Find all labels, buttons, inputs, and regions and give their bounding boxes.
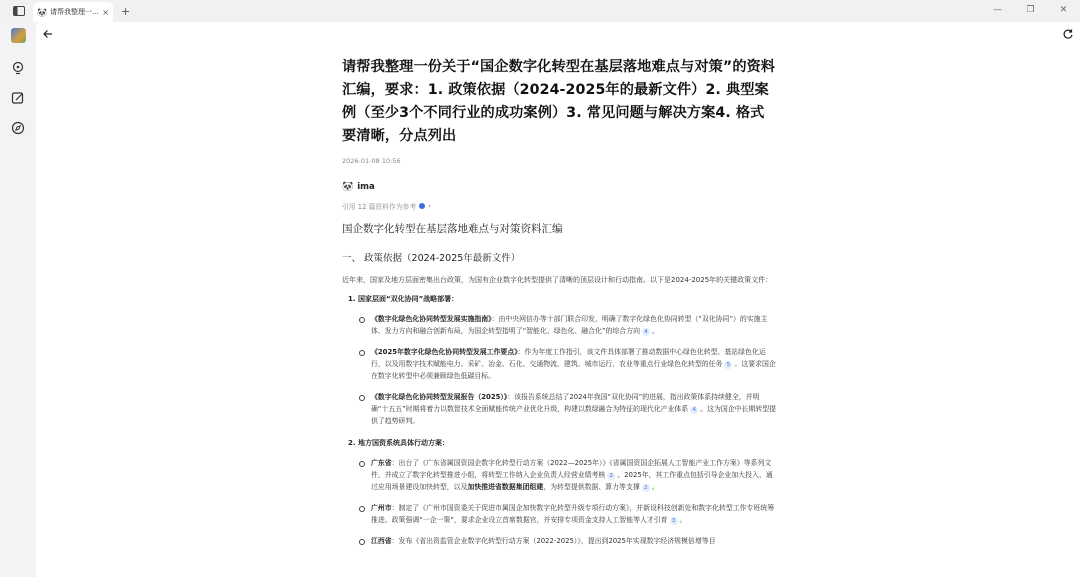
bot-name: ima: [357, 182, 375, 192]
browser-tab[interactable]: [33, 2, 113, 22]
list-item: 广东省：出台了《广东省属国资国企数字化转型行动方案（2022—2025年）》《省属国资国企拓展人工智能产业工作方案》等系列文件，并成立了数字化转型推进小组，将转型工作纳入企业负责人经营业绩考核 2 。2025年，其工作重点包括引导企业加大投入、通过应用场景建设加快转型，以及加快推进省数据集团组建，为转型提供数据、算力等支撑 2 。: [342, 457, 776, 493]
conversation: [342, 56, 776, 547]
citation-badge[interactable]: 4: [642, 328, 650, 336]
chevron-right-icon: ›: [428, 202, 431, 210]
compass-icon[interactable]: [11, 121, 25, 135]
citation-badge[interactable]: 2: [607, 472, 615, 480]
lightbulb-icon[interactable]: [11, 61, 25, 75]
main-panel: [36, 22, 1080, 577]
close-window-button[interactable]: ✕: [1059, 5, 1068, 15]
list-item: 《数字化绿色化协同转型发展报告（2025）》：该报告系统总结了2024年我国“双化协同”的进展，指出政策体系持续健全，并明确“十五五”时期将着力以数智技术全面赋能传统产业优化升级，构建以数绿融合为特征的现代化产业体系 4 。这为国企中长期转型提供了趋势研判。: [342, 391, 776, 427]
bot-header: [342, 182, 776, 192]
new-tab-button[interactable]: +: [121, 4, 131, 18]
source-icon: [419, 203, 425, 209]
list-heading: 2. 地方国资系统具体行动方案：: [348, 439, 449, 447]
timestamp: 2026-01-08 10:56: [342, 157, 401, 165]
left-rail: [0, 22, 36, 577]
sidebar-toggle-icon[interactable]: [11, 4, 27, 18]
window-controls: [981, 0, 1080, 22]
list-item: 《2025年数字化绿色化协同转型发展工作要点》：作为年度工作指引，该文件具体部署了推动数据中心绿色化转型、基站绿色化运行，以及用数字技术赋能电力、采矿、冶金、石化、交通物流、建筑、城市运行、农业等重点行业绿色化转型的任务 5 。这要求国企在数字化转型中必须兼顾绿色低碳目标。: [342, 346, 776, 382]
list-item: 《数字化绿色化协同转型发展实施指南》：由中央网信办等十部门联合印发，明确了数字化绿色化协同转型（“双化协同”）的实施主体、发力方向和融合创新布局，为国企转型指明了“智能化、绿色化、融合化”的综合方向 4 。: [342, 313, 776, 337]
section-heading: 一、 政策依据（2024-2025年最新文件）: [342, 253, 521, 264]
references-label: 引用 12 篇资料作为参考: [342, 203, 417, 211]
minimize-button[interactable]: —: [993, 5, 1002, 15]
doc-title: 国企数字化转型在基层落地难点与对策资料汇编: [342, 223, 563, 235]
intro-paragraph: 近年来，国家及地方层面密集出台政策，为国有企业数字化转型提供了清晰的顶层设计和行动指南。以下是2024-2025年的关键政策文件：: [342, 276, 773, 284]
tab-close-icon[interactable]: ×: [102, 7, 109, 17]
back-arrow-icon[interactable]: [42, 28, 54, 40]
references-link[interactable]: [342, 201, 776, 211]
citation-badge[interactable]: 4: [690, 406, 698, 414]
tab-title: 请帮我整理一...: [49, 8, 99, 16]
restore-button[interactable]: ❐: [1026, 5, 1035, 15]
citation-badge[interactable]: 3: [670, 517, 678, 525]
citation-badge[interactable]: 2: [642, 484, 650, 492]
list-heading: 1. 国家层面“双化协同”战略部署：: [348, 295, 459, 303]
citation-badge[interactable]: 5: [724, 361, 732, 369]
avatar[interactable]: [11, 28, 26, 43]
refresh-icon[interactable]: [1062, 28, 1074, 40]
list-item: 广州市：制定了《广州市国资委关于促进市属国企加快数字化转型升级专项行动方案》，并新设科技创新处和数字化转型工作专班统筹推进。政策强调“一企一策”，要求企业设立首席数据官，并安排专项资金支持人工智能等人才引育 3 。: [342, 502, 776, 526]
list-item: 江西省：发布《省出资监管企业数字化转型行动方案（2022-2025）》，提出到2025年实现数字经济规模倍增等目: [342, 535, 776, 547]
edit-icon[interactable]: [11, 91, 25, 105]
panda-icon: 🐼: [342, 182, 354, 192]
question-text: 请帮我整理一份关于“国企数字化转型在基层落地难点与对策”的资料汇编，要求：1. 政策依据（2024-2025年的最新文件）2. 典型案例（至少3个不同行业的成功案例）3. 常见问题与解决方案4. 格式要清晰，分点列出: [342, 59, 776, 144]
browser-tab-bar: [0, 0, 1080, 22]
panda-icon: 🐼: [37, 7, 47, 17]
